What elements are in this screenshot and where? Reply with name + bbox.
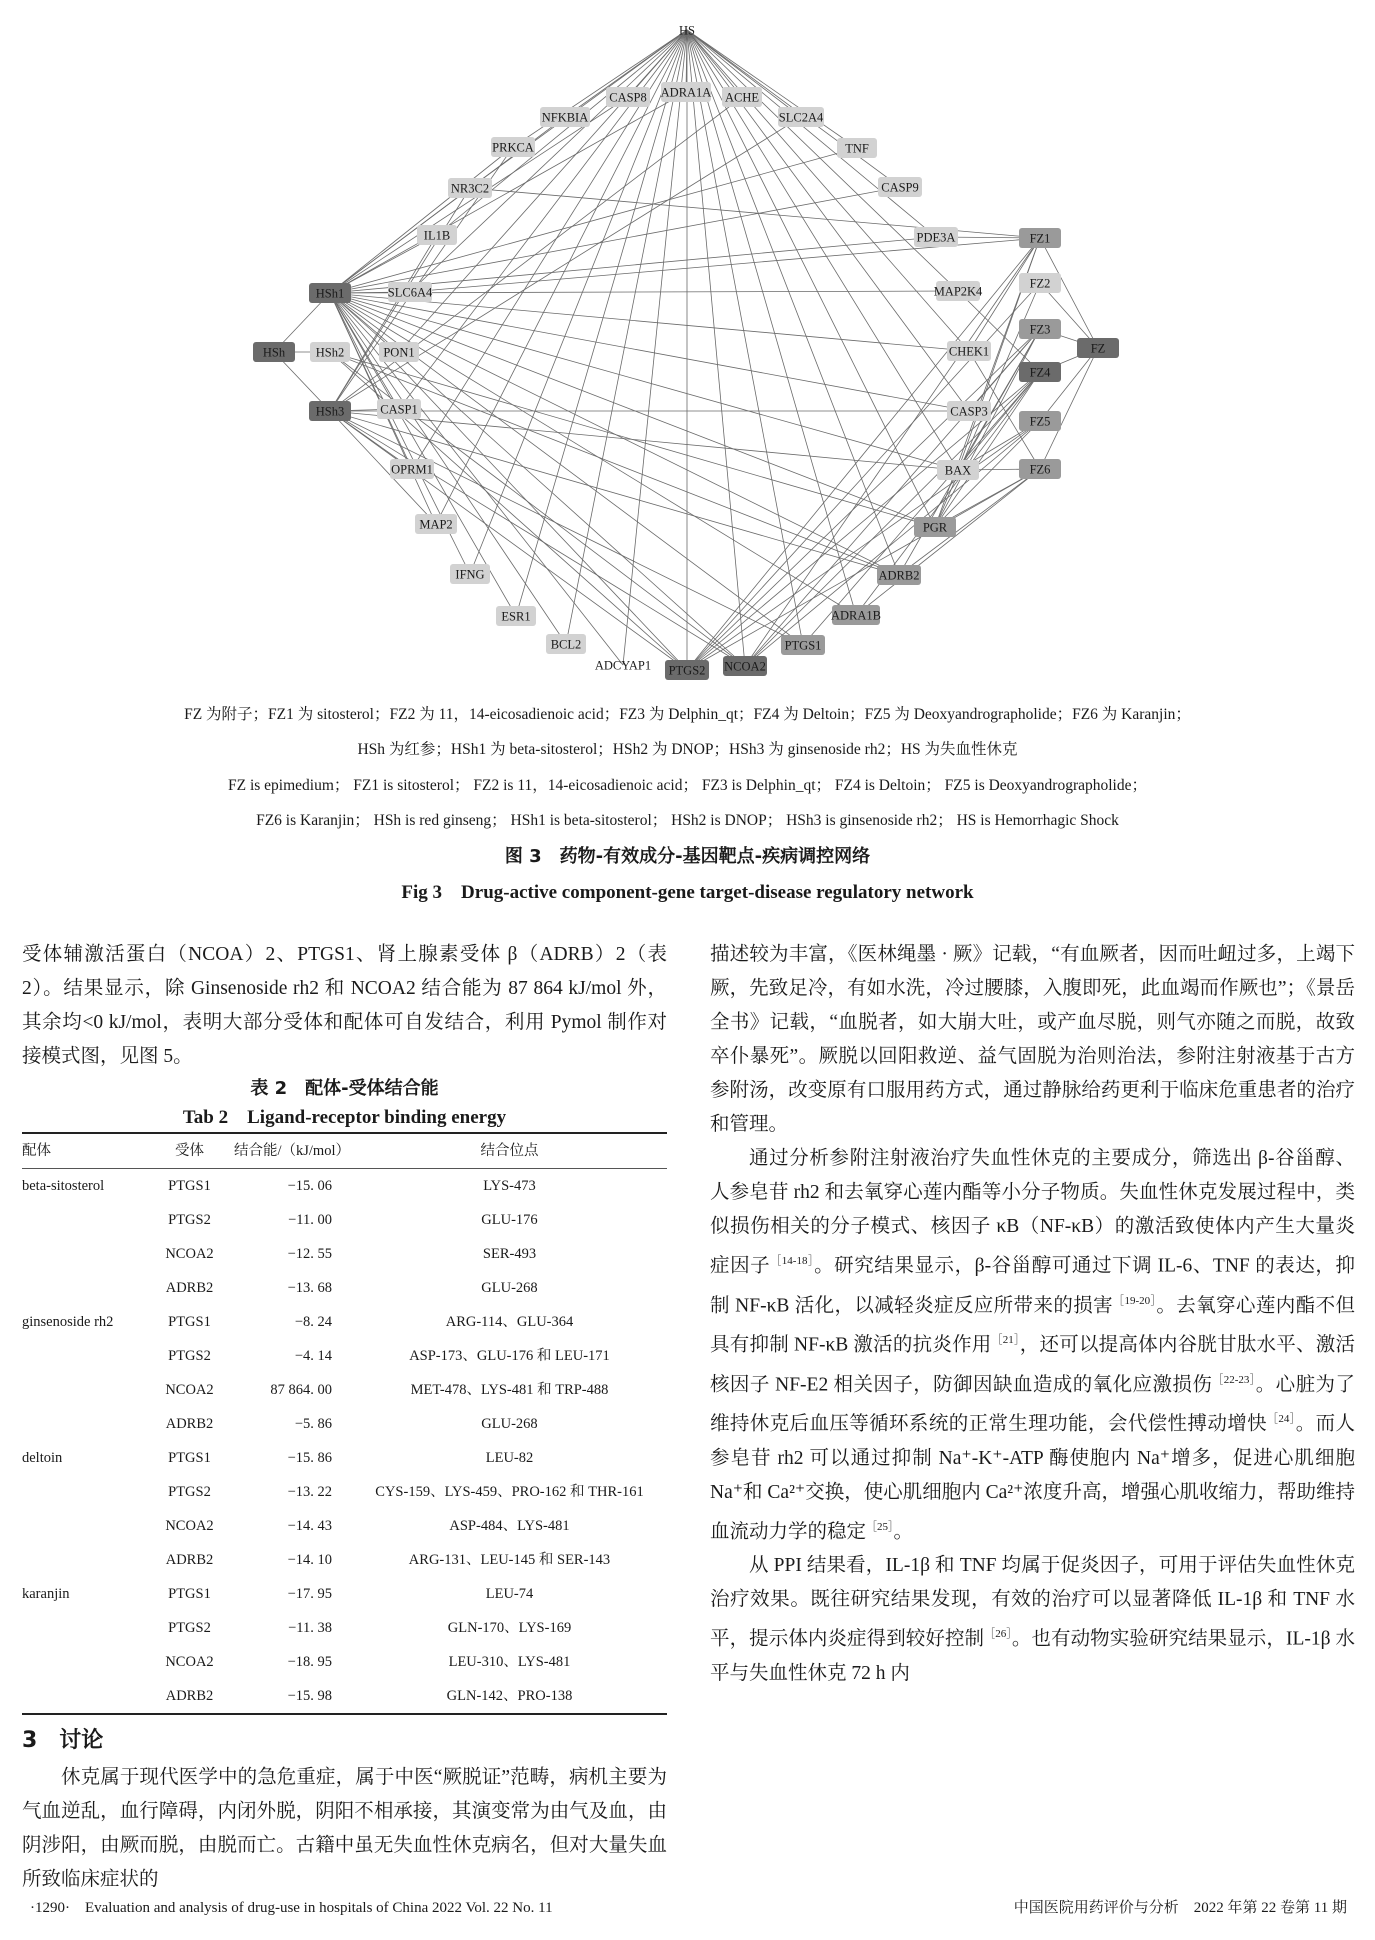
cell-receptor: PTGS2	[168, 1620, 211, 1636]
node-label: HSh	[262, 345, 286, 360]
cell-energy: −8. 24	[294, 1314, 332, 1330]
cell-site: LEU-74	[485, 1586, 534, 1602]
network-edge	[1040, 348, 1098, 421]
citation: ［21］	[991, 1334, 1020, 1346]
cell-receptor: PTGS2	[168, 1212, 211, 1228]
network-node	[540, 107, 590, 127]
network-node	[309, 283, 351, 303]
table-title-cn: 表 2 配体-受体结合能	[250, 1078, 439, 1099]
cell-receptor: ADRB2	[165, 1688, 214, 1704]
node-label: HS	[679, 23, 695, 38]
network-node	[1019, 273, 1061, 293]
node-label: BAX	[944, 463, 972, 478]
node-label: FZ2	[1029, 276, 1051, 291]
header-receptor: 受体	[175, 1143, 204, 1159]
network-node	[934, 281, 983, 301]
network-edge	[330, 411, 899, 575]
figure-caption-en-2: FZ6 is Karanjin； HSh is red ginseng； HSh1 is beta-sitosterol； HSh2 is DNOP； HSh3 is ginsenoside rh2； HS is Hemorrhagic Shock	[256, 812, 1119, 829]
node-label: PRKCA	[492, 140, 534, 155]
table-row	[22, 1475, 667, 1509]
node-label: ADRA1B	[830, 608, 882, 623]
network-node	[388, 282, 433, 302]
network-node	[778, 107, 824, 127]
cell-energy: −15. 06	[287, 1178, 332, 1194]
node-label: PGR	[922, 520, 948, 535]
network-node	[1019, 319, 1061, 339]
text-run: 从 PPI 结果看，IL-1β 和 TNF 均属于促炎因子，可用于评估失血性休克治疗效果。既往研究结果发现，有效的治疗可以显著降低 IL-1β 和 TNF 水平，提示体内炎症得到较好控制	[710, 1555, 1355, 1650]
table-row	[22, 1237, 667, 1271]
node-label: IL1B	[423, 228, 451, 243]
cell-ligand: beta-sitosterol	[22, 1178, 105, 1194]
table-row	[22, 1509, 667, 1543]
network-edge	[687, 30, 958, 291]
left-column	[22, 938, 667, 1897]
network-node	[450, 564, 490, 584]
node-label: HSh1	[315, 286, 345, 301]
table-row	[22, 1543, 667, 1577]
network-node	[722, 87, 762, 107]
paragraph: 描述较为丰富，《医林绳墨 · 厥》记载，“有血厥者，因而吐衄过多，上竭下厥，先致足冷，有如水洗，冷过腰膝，入腹即死，此血竭而作厥也”；《景岳全书》记载，“血脱者，如大崩大吐，或产血尽脱，则气亦随之而脱，故致卒仆暴死”。厥脱以回阳救逆、益气固脱为治则治法，参附注射液基于古方参附汤，改变原有口服用药方式，通过静脉给药更利于临床危重患者的治疗和管理。	[710, 944, 1355, 1135]
node-label: CASP9	[881, 180, 919, 195]
right-column	[710, 938, 1355, 1691]
section-heading: 3 讨论	[22, 1728, 104, 1753]
network-diagram	[0, 0, 1375, 690]
cell-energy: −13. 68	[287, 1280, 332, 1296]
cell-site: LYS-473	[483, 1178, 536, 1194]
network-node	[379, 342, 419, 362]
table-row	[22, 1611, 667, 1645]
node-label: HSh3	[315, 404, 345, 419]
network-node	[947, 341, 991, 361]
cell-ligand: ginsenoside rh2	[22, 1314, 114, 1330]
network-node	[914, 227, 958, 247]
figure-title-cn: 图 3 药物-有效成分-基因靶点-疾病调控网络	[504, 846, 871, 867]
table-row	[22, 1441, 667, 1475]
table-row	[22, 1169, 667, 1204]
network-edge	[437, 30, 687, 235]
cell-receptor: NCOA2	[165, 1654, 214, 1670]
cell-ligand	[22, 1509, 147, 1543]
network-edge	[687, 30, 969, 351]
network-node	[496, 606, 536, 626]
node-label: FZ5	[1029, 414, 1051, 429]
cell-receptor: PTGS2	[168, 1484, 211, 1500]
network-edge	[330, 293, 623, 665]
cell-receptor: NCOA2	[165, 1382, 214, 1398]
table-body	[22, 1169, 667, 1715]
node-label: SLC6A4	[387, 285, 433, 300]
cell-receptor: NCOA2	[165, 1246, 214, 1262]
cell-receptor: PTGS1	[168, 1450, 211, 1466]
cell-site: MET-478、LYS-481 和 TRP-488	[410, 1382, 609, 1398]
header-site: 结合位点	[480, 1143, 539, 1159]
table-row	[22, 1645, 667, 1679]
network-node	[661, 82, 712, 102]
network-node	[1019, 362, 1061, 382]
cell-energy: −17. 95	[287, 1586, 332, 1602]
node-label: FZ1	[1029, 231, 1051, 246]
node-label: MAP2	[419, 517, 453, 532]
figure-caption-cn-2: HSh 为红参；HSh1 为 beta-sitosterol；HSh2 为 DNOP；HSh3 为 ginsenoside rh2；HS 为失血性休克	[357, 741, 1018, 758]
node-label: CHEK1	[948, 344, 990, 359]
network-node	[377, 399, 421, 419]
cell-receptor: NCOA2	[165, 1518, 214, 1534]
node-label: CASP1	[380, 402, 418, 417]
cell-site: LEU-82	[485, 1450, 534, 1466]
cell-site: ASP-173、GLU-176 和 LEU-171	[409, 1348, 610, 1364]
node-label: FZ6	[1029, 462, 1051, 477]
table-title-en: Tab 2 Ligand-receptor binding energy	[182, 1107, 507, 1128]
cell-receptor: ADRB2	[165, 1552, 214, 1568]
node-label: OPRM1	[391, 462, 433, 477]
cell-ligand	[22, 1645, 147, 1679]
network-node	[914, 517, 956, 537]
cell-receptor: PTGS2	[168, 1348, 211, 1364]
node-label: CASP8	[609, 90, 647, 105]
cell-energy: −12. 55	[287, 1246, 332, 1262]
node-label: ADCYAP1	[594, 658, 652, 673]
cell-ligand	[22, 1237, 147, 1271]
citation: ［25］	[866, 1520, 894, 1533]
network-node	[947, 401, 991, 421]
cell-ligand	[22, 1373, 147, 1407]
node-label: SLC2A4	[778, 110, 824, 125]
node-label: CASP3	[950, 404, 988, 419]
cell-energy: −4. 14	[294, 1348, 332, 1364]
cell-receptor: ADRB2	[165, 1280, 214, 1296]
table-row	[22, 1407, 667, 1441]
footer-left: ·1290· Evaluation and analysis of drug-use in hospitals of China 2022 Vol. 22 No. 11	[30, 1900, 553, 1916]
network-node	[310, 342, 350, 362]
figure-caption-cn-1: FZ 为附子；FZ1 为 sitosterol；FZ2 为 11，14-eicosadienoic acid；FZ3 为 Delphin_qt；FZ4 为 Deltoin；FZ5 为 Deoxyandrographolide；FZ6 为 Karanjin；	[184, 706, 1191, 723]
node-label: ESR1	[501, 609, 531, 624]
network-edge	[687, 30, 745, 666]
cell-ligand	[22, 1271, 147, 1305]
network-node	[491, 137, 535, 157]
paragraph: 受体辅激活蛋白（NCOA）2、PTGS1、肾上腺素受体 β（ADRB）2（表 2）。结果显示，除 Ginsenoside rh2 和 NCOA2 结合能为 87 864 kJ/mol 外，其余均<0 kJ/mol，表明大部分受体和配体可自发结合，利用 Pymol 制作对接模式图，见图 5。	[22, 944, 667, 1067]
node-label: ADRA1A	[660, 85, 712, 100]
cell-ligand	[22, 1543, 147, 1577]
cell-energy: −11. 00	[288, 1212, 332, 1228]
figure-caption-en-1: FZ is epimedium； FZ1 is sitosterol； FZ2 is 11，14-eicosadienoic acid； FZ3 is Delphin_qt； FZ4 is Deltoin； FZ5 is Deoxyandrographolide；	[227, 777, 1147, 794]
network-node	[665, 660, 709, 680]
network-node	[831, 605, 881, 625]
cell-energy: −18. 95	[287, 1654, 332, 1670]
cell-receptor: PTGS1	[168, 1314, 211, 1330]
table-row	[22, 1305, 667, 1339]
cell-site: SER-493	[482, 1246, 537, 1262]
network-node	[723, 656, 767, 676]
cell-energy: −13. 22	[287, 1484, 332, 1500]
node-label: MAP2K4	[933, 284, 983, 299]
table-row	[22, 1679, 667, 1714]
network-edge	[330, 235, 437, 411]
node-label: PTGS1	[784, 638, 822, 653]
network-node	[253, 342, 295, 362]
node-label: IFNG	[455, 567, 485, 582]
node-label: NR3C2	[450, 181, 490, 196]
cell-energy: −15. 86	[287, 1450, 332, 1466]
cell-energy: 87 864. 00	[270, 1382, 332, 1398]
paragraph	[710, 1549, 1355, 1691]
text-run: 。心脏为了维持休克后血压等循环系统的正常生理功能，会代偿性搏动增快	[710, 1374, 1355, 1435]
network-node	[937, 460, 979, 480]
node-label: PON1	[383, 345, 415, 360]
network-edge	[330, 411, 687, 670]
header-ligand: 配体	[22, 1143, 51, 1159]
cell-ligand	[22, 1339, 147, 1373]
cell-receptor: PTGS1	[168, 1586, 211, 1602]
cell-energy: −15. 98	[287, 1688, 332, 1704]
cell-energy: −11. 38	[288, 1620, 332, 1636]
cell-energy: −14. 43	[287, 1518, 332, 1534]
cell-ligand	[22, 1407, 147, 1441]
cell-receptor: PTGS1	[168, 1178, 211, 1194]
table-header-row	[22, 1133, 667, 1169]
node-label: ADRB2	[878, 568, 920, 583]
citation: ［26］	[984, 1628, 1012, 1640]
cell-site: CYS-159、LYS-459、PRO-162 和 THR-161	[375, 1484, 644, 1500]
network-edge	[935, 372, 1040, 527]
network-node	[877, 565, 921, 585]
cell-site: ARG-131、LEU-145 和 SER-143	[408, 1552, 611, 1568]
header-energy: 结合能/（kJ/mol）	[233, 1143, 350, 1159]
network-node	[1019, 228, 1061, 248]
table-row	[22, 1373, 667, 1407]
table-row	[22, 1203, 667, 1237]
table-row	[22, 1577, 667, 1611]
paragraph: 休克属于现代医学中的急危重症，属于中医“厥脱证”范畴，病机主要为气血逆乱，血行障碍，内闭外脱，阴阳不相承接，其演变常为由气及血，由阴涉阳，由厥而脱，由脱而亡。古籍中虽无失血性休克病名，但对大量失血所致临床症状的	[22, 1767, 667, 1890]
cell-ligand	[22, 1475, 147, 1509]
text-run: 。研究结果显示，β-谷甾醇可通过下调 IL-6、TNF 的表达，抑制 NF-κB 活化，以减轻炎症反应所带来的损害	[710, 1255, 1355, 1316]
node-label: TNF	[845, 141, 869, 156]
network-node	[309, 401, 351, 421]
network-node	[448, 178, 492, 198]
cell-ligand	[22, 1611, 147, 1645]
cell-site: GLU-268	[481, 1416, 538, 1432]
network-node	[606, 87, 650, 107]
network-edge	[687, 30, 857, 148]
network-edge	[330, 148, 857, 293]
binding-energy-table	[22, 1132, 667, 1715]
network-node	[679, 24, 695, 38]
network-edge	[687, 421, 1040, 670]
cell-site: GLU-176	[481, 1212, 538, 1228]
text-run: 。也有动物实验研究结果显示，IL-1β 水平与失血性休克 72 h 内	[710, 1628, 1355, 1684]
network-edge	[330, 92, 686, 293]
text-run: 。	[893, 1521, 914, 1542]
cell-site: GLN-170、LYS-169	[447, 1620, 572, 1636]
node-label: FZ4	[1029, 365, 1051, 380]
node-label: PDE3A	[916, 230, 956, 245]
cell-receptor: ADRB2	[165, 1416, 214, 1432]
node-label: HSh2	[315, 345, 345, 360]
table-row	[22, 1271, 667, 1305]
network-edge	[330, 411, 745, 666]
network-nodes	[253, 24, 1119, 681]
footer-right: 中国医院用药评价与分析 2022 年第 22 卷第 11 期	[1013, 1900, 1347, 1916]
network-node	[781, 635, 825, 655]
network-edge	[745, 372, 1040, 666]
text-run: ，还可以提高体内谷胱甘肽水平、激活核因子 NF-E2 相关因子，防御因缺血造成的氧化应激损伤	[710, 1334, 1355, 1395]
network-node	[390, 459, 434, 479]
network-edge	[899, 329, 1040, 575]
network-node	[1077, 338, 1119, 358]
citation: ［22-23］	[1212, 1373, 1256, 1386]
cell-site: GLN-142、PRO-138	[446, 1688, 573, 1704]
network-node	[546, 634, 586, 654]
node-label: PTGS2	[668, 663, 706, 678]
network-node	[417, 225, 457, 245]
network-node	[1019, 411, 1061, 431]
node-label: NFKBIA	[541, 110, 589, 125]
cell-energy: −5. 86	[294, 1416, 332, 1432]
cell-ligand: karanjin	[22, 1586, 70, 1602]
network-edge	[330, 97, 742, 411]
text-run: 。去氧穿心莲内酯不但具有抑制 NF-κB 激活的抗炎作用	[710, 1295, 1355, 1356]
network-node	[837, 138, 877, 158]
network-node	[878, 177, 922, 197]
network-edge	[623, 30, 687, 665]
table-row	[22, 1339, 667, 1373]
node-label: ACHE	[724, 90, 760, 105]
network-edge	[399, 30, 687, 352]
citation: ［14-18］	[770, 1255, 815, 1267]
cell-ligand: deltoin	[22, 1450, 63, 1466]
cell-site: ASP-484、LYS-481	[449, 1518, 570, 1534]
node-label: BCL2	[550, 637, 582, 652]
network-node	[415, 514, 457, 534]
node-label: NCOA2	[724, 659, 766, 674]
cell-site: ARG-114、GLU-364	[445, 1314, 574, 1330]
cell-ligand	[22, 1203, 147, 1237]
network-edge	[330, 293, 958, 470]
cell-site: LEU-310、LYS-481	[448, 1654, 571, 1670]
paragraph	[710, 1142, 1355, 1549]
figure-title-en: Fig 3 Drug-active component-gene target-disease regulatory network	[401, 882, 974, 903]
node-label: FZ3	[1029, 322, 1051, 337]
network-edge	[687, 30, 936, 237]
text-run: 。而人参皂苷 rh2 可以通过抑制 Na⁺-K⁺-ATP 酶使胞内 Na⁺增多，促进心肌细胞 Na⁺和 Ca²⁺交换，使心肌细胞内 Ca²⁺浓度升高，增强心肌收缩力，帮助维持血流动力学的稳定	[710, 1413, 1355, 1542]
network-node	[1019, 459, 1061, 479]
citation: ［19-20］	[1113, 1294, 1157, 1307]
cell-energy: −14. 10	[287, 1552, 332, 1568]
text-run: 通过分析参附注射液治疗失血性休克的主要成分，筛选出 β-谷甾醇、人参皂苷 rh2 和去氧穿心莲内酯等小分子物质。失血性休克发展过程中，类似损伤相关的分子模式、核因子 κB（NF-κB）的激活致使体内产生大量炎症因子	[710, 1148, 1355, 1277]
network-node	[595, 659, 651, 673]
cell-ligand	[22, 1679, 147, 1714]
node-label: FZ	[1090, 341, 1106, 356]
cell-site: GLU-268	[481, 1280, 538, 1296]
citation: ［24］	[1267, 1413, 1296, 1425]
